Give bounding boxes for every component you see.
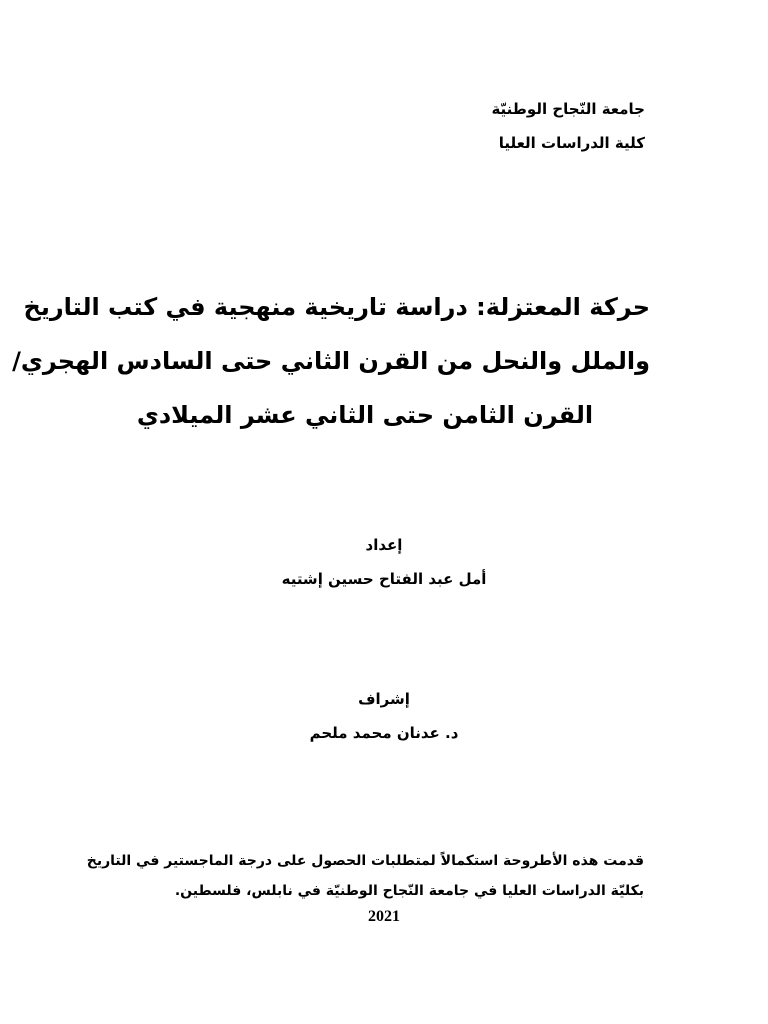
title-line-2: والملل والنحل من القرن الثاني حتى السادس الهجري/ bbox=[12, 347, 650, 375]
supervision-section bbox=[0, 682, 768, 750]
supervision-label: إشراف bbox=[358, 690, 410, 708]
prepared-by-section bbox=[0, 528, 768, 596]
thesis-title bbox=[12, 280, 650, 442]
submission-line-2: بكليّة الدراسات العليا في جامعة النّجاح الوطنيّة في نابلس، فلسطين. bbox=[174, 883, 644, 899]
title-line-3: القرن الثامن حتى الثاني عشر الميلادي bbox=[136, 401, 594, 429]
supervisor-name: د. عدنان محمد ملحم bbox=[309, 724, 459, 742]
institution-header bbox=[491, 92, 645, 160]
submission-year: 2021 bbox=[368, 908, 400, 925]
prepared-by-label: إعداد bbox=[365, 536, 403, 554]
submission-statement bbox=[86, 846, 644, 906]
faculty-name: كلية الدراسات العليا bbox=[498, 134, 645, 152]
title-line-1: حركة المعتزلة: دراسة تاريخية منهجية في كتب التاريخ bbox=[23, 293, 650, 321]
submission-line-1: قدمت هذه الأطروحة استكمالاً لمتطلبات الحصول على درجة الماجستير في التاريخ bbox=[86, 853, 644, 869]
author-name: أمل عبد الفتاح حسين إشتيه bbox=[281, 570, 487, 588]
university-name: جامعة النّجاح الوطنيّة bbox=[491, 100, 645, 118]
